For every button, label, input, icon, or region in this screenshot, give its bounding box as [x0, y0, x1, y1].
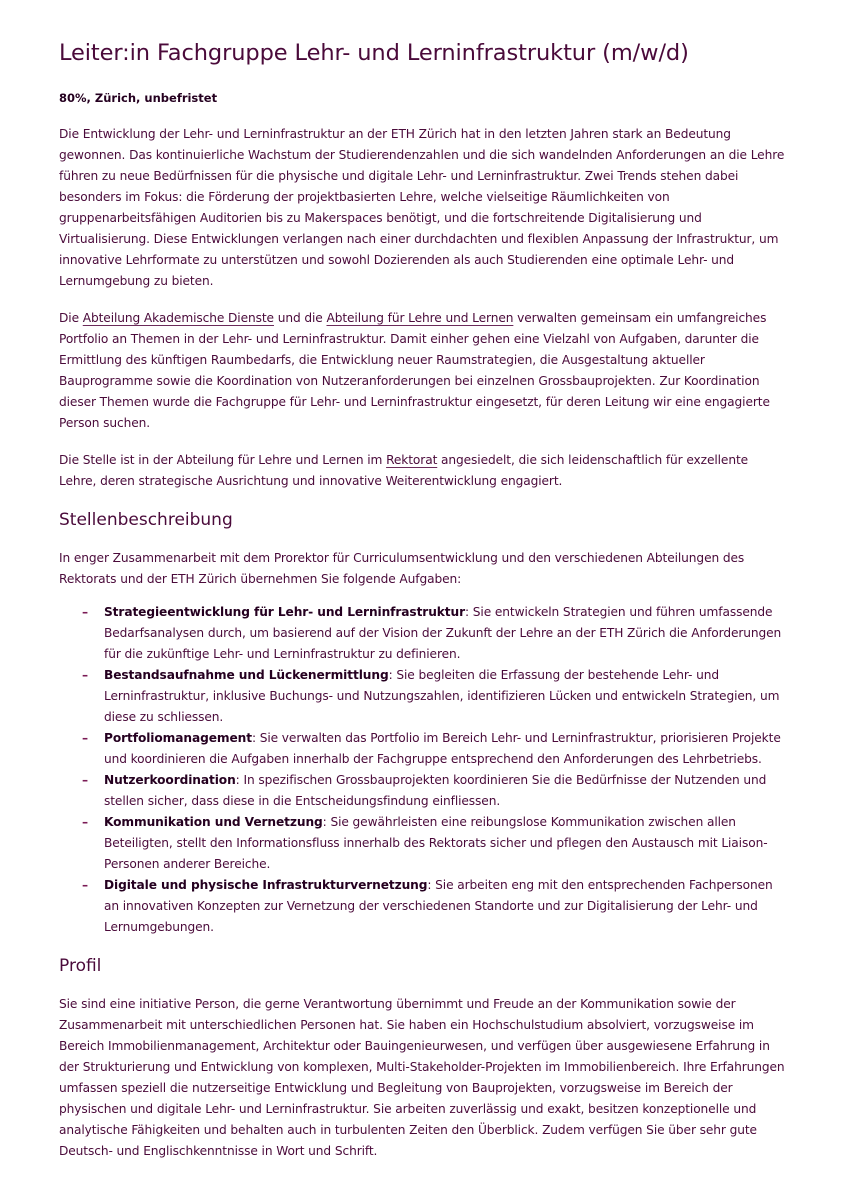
task-title: Strategieentwicklung für Lehr- und Lerninfrastruktur — [104, 605, 465, 619]
text-span: Die — [59, 311, 83, 325]
task-text: : Sie arbeiten eng mit den entsprechenden Fachpersonen an innovativen Konzepten zur Vernetzung der verschiedenen Standorte und zur Digitalisierung der Lehr- und Lernumgebungen. — [104, 878, 773, 934]
list-item — [59, 875, 786, 938]
text-span: und die — [273, 311, 327, 325]
intro-paragraph-3 — [59, 450, 786, 492]
task-text: : Sie begleiten die Erfassung der bestehende Lehr- und Lerninfrastruktur, inklusive Buchungs- und Nutzungszahlen, identifizieren Lücken und entwickeln Strategien, um diese zu schliessen. — [104, 668, 780, 724]
text-span: verwalten gemeinsam ein umfangreiches Portfolio an Themen in der Lehr- und Lerninfrastruktur. Damit einher gehen eine Vielzahl von Aufgaben, darunter die Ermittlung des künftigen Raumbedarfs, die Entwicklung neuer Raumstrategien, die Ausgestaltung aktueller Bauprogramme sowie die Koordination von Nutzeranforderungen bei einzelnen Grossbauprojekten. Zur Koordination dieser Themen wurde die Fachgruppe für Lehr- und Lerninfrastruktur eingesetzt, für deren Leitung wir eine engagierte Person suchen. — [59, 311, 770, 430]
task-title: Kommunikation und Vernetzung — [104, 815, 323, 829]
task-text: : Sie verwalten das Portfolio im Bereich Lehr- und Lerninfrastruktur, priorisieren Projekte und koordinieren die Aufgaben innerhalb der Fachgruppe entsprechend den Anforderungen des Lehrbetriebs. — [104, 731, 781, 766]
task-text: : Sie gewährleisten eine reibungslose Kommunikation zwischen allen Beteiligten, stellt den Informationsfluss innerhalb des Rektorats sicher und pflegen den Austausch mit Liaison-Personen anderer Bereiche. — [104, 815, 768, 871]
intro-paragraph-2 — [59, 308, 786, 434]
list-item — [59, 665, 786, 728]
profil-paragraph: Sie sind eine initiative Person, die gerne Verantwortung übernimmt und Freude an der Kommunikation sowie der Zusammenarbeit mit unterschiedlichen Personen hat. Sie haben ein Hochschulstudium absolviert, vorzugsweise im Bereich Immobilienmanagement, Architektur oder Bauingenieurwesen, und verfügen über ausgewiesene Erfahrung in der Strukturierung und Entwicklung von komplexen, Multi-Stakeholder-Projekten im Immobilienbereich. Ihre Erfahrungen umfassen speziell die nutzerseitige Entwicklung und Begleitung von Bauprojekten, vorzugsweise im Bereich der physischen und digitale Lehr- und Lerninfrastruktur. Sie arbeiten zuverlässig und exakt, besitzen konzeptionelle und analytische Fähigkeiten und behalten auch in turbulenten Zeiten den Überblick. Zudem verfügen Sie über sehr gute Deutsch- und Englischkenntnisse in Wort und Schrift. — [59, 997, 785, 1158]
section-heading-stellenbeschreibung: Stellenbeschreibung — [59, 510, 233, 530]
section-heading-profil: Profil — [59, 956, 102, 976]
task-title: Nutzerkoordination — [104, 773, 236, 787]
list-item — [59, 602, 786, 665]
list-item — [59, 770, 786, 812]
dash-bullet: – — [82, 731, 88, 745]
link-akademische-dienste[interactable]: Abteilung Akademische Dienste — [82, 311, 274, 325]
task-title: Portfoliomanagement — [104, 731, 252, 745]
task-text: : In spezifischen Grossbauprojekten koordinieren Sie die Bedürfnisse der Nutzenden und stellen sicher, dass diese in die Entscheidungsfindung einfliessen. — [104, 773, 767, 808]
text-span: Die Stelle ist in der Abteilung für Lehre und Lernen im — [59, 453, 387, 467]
link-rektorat[interactable]: Rektorat — [386, 453, 438, 467]
link-lehre-und-lernen[interactable]: Abteilung für Lehre und Lernen — [326, 311, 514, 325]
page-title: Leiter:in Fachgruppe Lehr- und Lerninfrastruktur (m/w/d) — [59, 40, 689, 66]
intro-paragraph-1: Die Entwicklung der Lehr- und Lerninfrastruktur an der ETH Zürich hat in den letzten Jahren stark an Bedeutung gewonnen. Das kontinuierliche Wachstum der Studierendenzahlen und die sich wandelnden Anforderungen an die Lehre führen zu neue Bedürfnissen für die physische und digitale Lehr- und Lerninfrastruktur. Zwei Trends stehen dabei besonders im Fokus: die Förderung der projektbasierten Lehre, welche vielseitige Räumlichkeiten von gruppenarbeitsfähigen Auditorien bis zu Makerspaces benötigt, und die fortschreitende Digitalisierung und Virtualisierung. Diese Entwicklungen verlangen nach einer durchdachten und flexiblen Anpassung der Infrastruktur, um innovative Lehrformate zu unterstützen und sowohl Dozierenden als auch Studierenden eine optimale Lehr- und Lernumgebung zu bieten. — [59, 127, 785, 288]
text-span: angesiedelt, die sich leidenschaftlich für exzellente Lehre, deren strategische Ausrichtung und innovative Weiterentwicklung engagiert. — [59, 453, 749, 488]
task-title: Digitale und physische Infrastrukturvernetzung — [104, 878, 428, 892]
job-meta: 80%, Zürich, unbefristet — [59, 91, 218, 105]
task-list — [59, 602, 786, 938]
dash-bullet: – — [82, 668, 88, 682]
stellen-intro: In enger Zusammenarbeit mit dem Prorektor für Curriculumsentwicklung und den verschiedenen Abteilungen des Rektorats und der ETH Zürich übernehmen Sie folgende Aufgaben: — [59, 551, 745, 586]
task-title: Bestandsaufnahme und Lückenermittlung — [104, 668, 389, 682]
list-item — [59, 728, 786, 770]
dash-bullet: – — [82, 815, 88, 829]
list-item — [59, 812, 786, 875]
dash-bullet: – — [82, 773, 88, 787]
dash-bullet: – — [82, 605, 88, 619]
dash-bullet: – — [82, 878, 88, 892]
task-text: : Sie entwickeln Strategien und führen umfassende Bedarfsanalysen durch, um basierend auf der Vision der Zukunft der Lehre an der ETH Zürich die Anforderungen für die zukünftige Lehr- und Lerninfrastruktur zu definieren. — [104, 605, 782, 661]
